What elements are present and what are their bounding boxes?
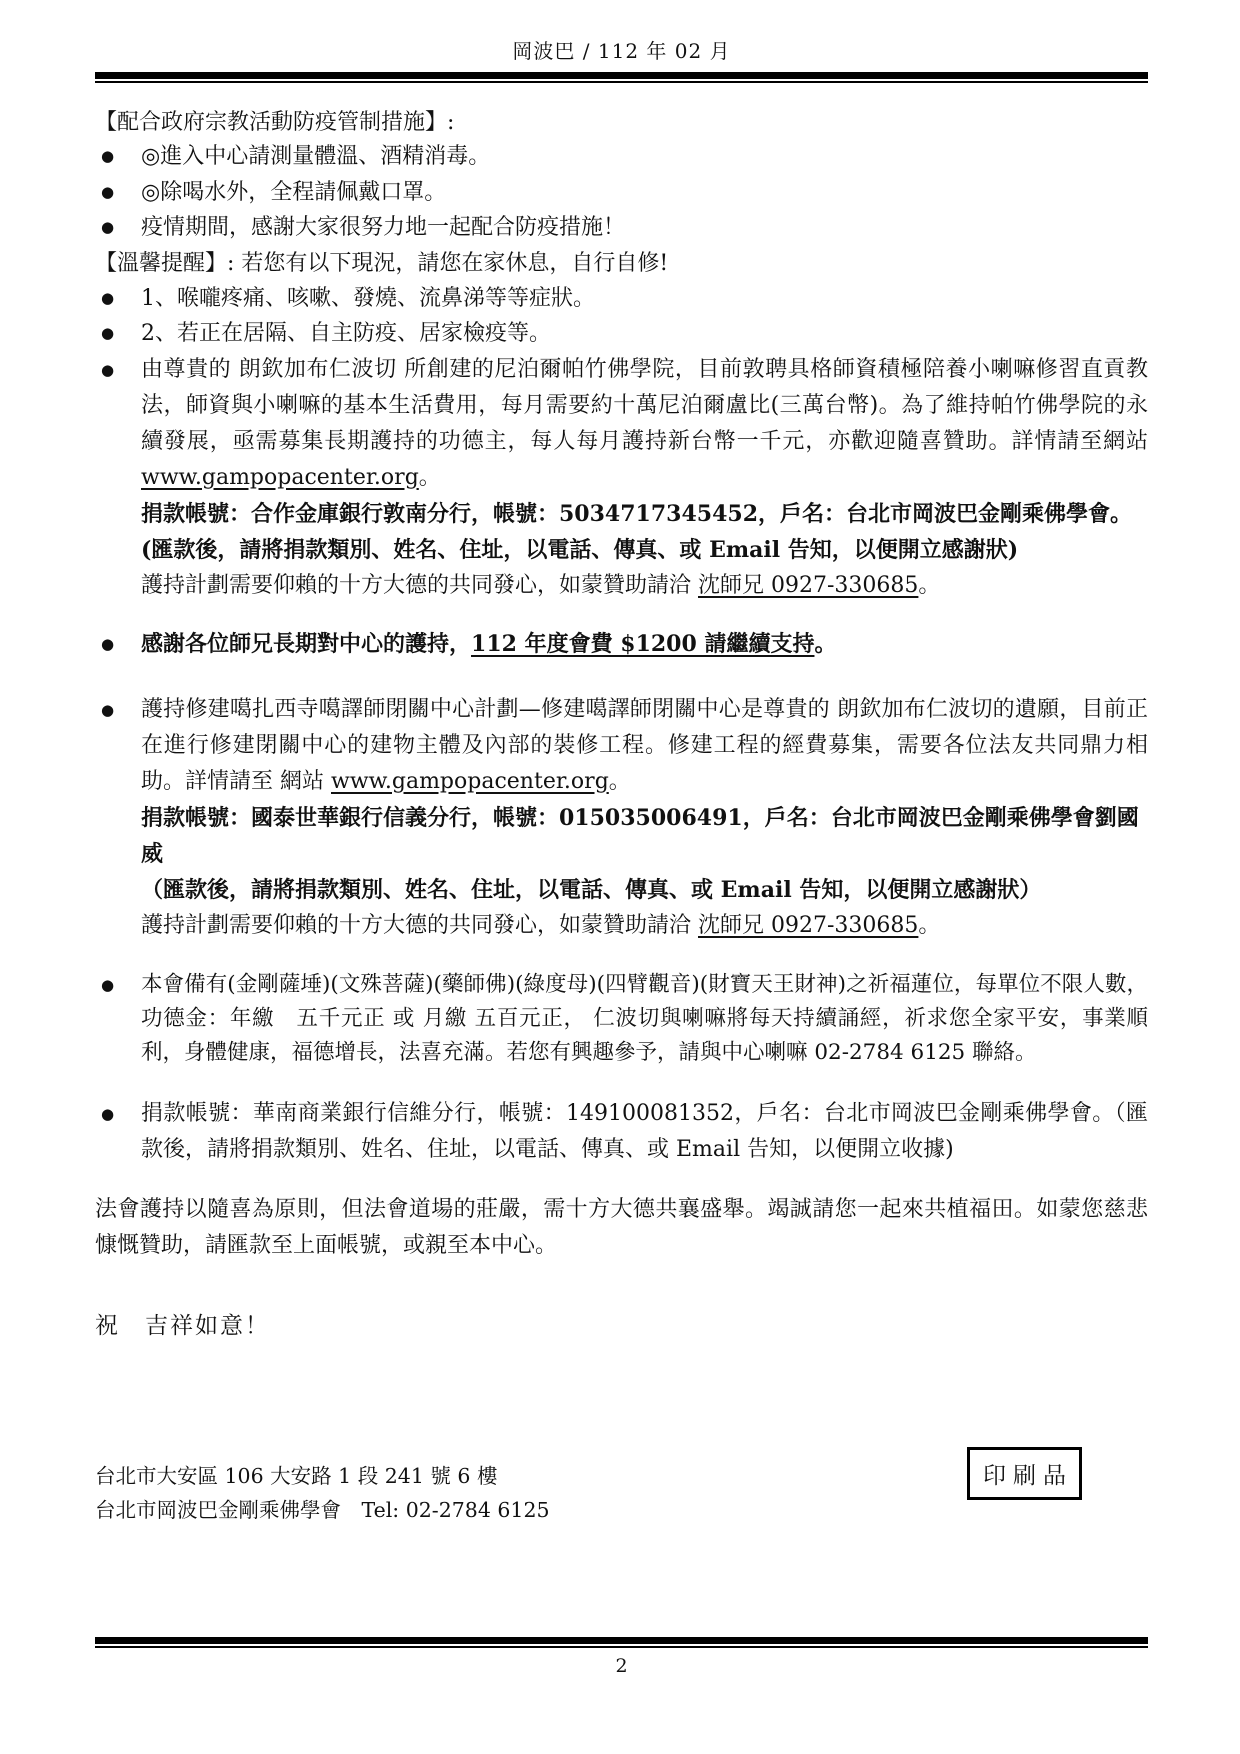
monastery-paragraph: [141, 352, 1148, 496]
address-line-2: 台北市岡波巴金剛乘佛學會 Tel: 02-2784 6125: [95, 1497, 550, 1522]
footer-rule: [95, 1637, 1148, 1648]
page-number: 2: [615, 1655, 628, 1677]
monastery-support-item: [95, 352, 1148, 604]
blessing-seats-item: [95, 968, 1148, 1070]
membership-text: 感謝各位師兄長期對中心的護持，: [141, 630, 472, 657]
reminder-section-title: 【溫馨提醒】: 若您有以下現況，請您在家休息，自行自修!: [95, 250, 669, 276]
remittance-note: (匯款後，請將捐款類別、姓名、住址，以電話、傳真、或 Email 告知，以便開立感謝狀): [141, 536, 1019, 563]
membership-fee-line: [141, 626, 1148, 662]
covid-item-text: ◎進入中心請測量體溫、酒精消毒。: [141, 144, 491, 169]
bullet-icon: ●: [101, 182, 115, 201]
bullet-icon: ●: [101, 218, 115, 236]
membership-fee-item: [95, 626, 1148, 662]
reminder-item-text: 1、喉嚨疼痛、咳嗽、發燒、流鼻涕等等症狀。: [141, 285, 595, 311]
reminder-list: [95, 281, 1148, 1168]
retreat-text-end: 。: [608, 768, 631, 794]
bullet-icon: ●: [101, 360, 115, 379]
contact-text-end: 。: [918, 572, 941, 598]
covid-item: [95, 175, 1148, 211]
printed-matter-stamp: 印刷品: [967, 1447, 1082, 1500]
bullet-icon: ●: [101, 700, 115, 719]
header-rule-thick: [95, 72, 1148, 79]
donation-account-line: 捐款帳號：合作金庫銀行敦南分行，帳號：5034717345452，戶名：台北市岡波巴金剛乘佛學會。: [141, 500, 1133, 527]
contact-phone: 沈師兄 0927-330685: [698, 912, 919, 938]
bullet-icon: ●: [101, 634, 115, 653]
contact-phone: 沈師兄 0927-330685: [698, 572, 919, 598]
bullet-icon: ●: [101, 324, 115, 342]
contact-line: [141, 908, 1148, 944]
covid-list: [95, 139, 1148, 246]
bullet-icon: ●: [101, 147, 115, 165]
covid-item: [95, 139, 1148, 175]
retreat-center-item: [95, 692, 1148, 944]
reminder-item-text: 2、若正在居隔、自主防疫、居家檢疫等。: [141, 321, 551, 346]
bullet-icon: ●: [101, 288, 115, 307]
retreat-paragraph: [141, 692, 1148, 800]
membership-text-end: 。: [814, 630, 837, 657]
header-title: 岡波巴 / 112 年 02 月: [512, 39, 731, 63]
header-rule: [95, 72, 1148, 83]
website-link[interactable]: www.gampopacenter.org: [331, 768, 609, 794]
blessing-seats-paragraph: 本會備有(金剛薩埵)(文殊菩薩)(藥師佛)(綠度母)(四臂觀音)(財寶天王財神)之祈福蓮位，每單位不限人數，功德金：年繳 五千元正 或 月繳 五百元正， 仁波切與喇嘛將每天持續誦經，祈求您全家平安，事業順利，身體健康，福德增長，法喜充滿。若您有興趣參予，請與中心喇嘛 02-2784 6125 聯絡。: [141, 971, 1148, 1065]
contact-line: [141, 568, 1148, 604]
bullet-icon: ●: [101, 1104, 115, 1123]
page-footer: [95, 1637, 1148, 1677]
remittance-note: （匯款後，請將捐款類別、姓名、住址，以電話、傳真、或 Email 告知，以便開立感謝狀）: [141, 876, 1042, 903]
bullet-icon: ●: [101, 975, 115, 994]
address-line-1: 台北市大安區 106 大安路 1 段 241 號 6 樓: [95, 1463, 498, 1488]
reminder-item: [95, 316, 1148, 352]
contact-text-end: 。: [918, 912, 941, 938]
covid-section-title: 【配合政府宗教活動防疫管制措施】:: [95, 110, 455, 135]
dharma-support-note: 法會護持以隨喜為原則，但法會道場的莊嚴，需十方大德共襄盛舉。竭誠請您一起來共植福田。如蒙您慈悲慷慨贊助，請匯款至上面帳號，或親至本中心。: [95, 1196, 1148, 1258]
website-link[interactable]: www.gampopacenter.org: [141, 464, 419, 490]
header-rule-thin: [95, 81, 1148, 83]
monastery-text: 由尊貴的 朗欽加布仁波切 所創建的尼泊爾帕竹佛學院，目前敦聘具格師資積極陪養小喇嘛修習直貢教法，師資與小喇嘛的基本生活費用，每月需要約十萬尼泊爾盧比(三萬台幣)。為了維持帕竹佛學院的永續發展，亟需募集長期護持的功德主，每人每月護持新台幣一千元，亦歡迎隨喜贊助。詳情請至網站: [141, 356, 1148, 454]
monastery-text-end: 。: [418, 464, 441, 490]
retreat-text: 護持修建噶扎西寺噶譯師閉關中心計劃—修建噶譯師閉關中心是尊貴的 朗欽加布仁波切的遺願，目前正在進行修建閉關中心的建物主體及內部的裝修工程。修建工程的經費募集，需要各位法友共同鼎力相助。詳情請至 網站: [141, 696, 1148, 794]
donation-account-line: 捐款帳號：國泰世華銀行信義分行，帳號：015035006491，戶名：台北市岡波巴金剛乘佛學會劉國威: [141, 804, 1139, 867]
footer-rule-thin: [95, 1646, 1148, 1648]
covid-item-text: 疫情期間，感謝大家很努力地一起配合防疫措施！: [141, 215, 626, 240]
covid-item: [95, 210, 1148, 246]
closing-wish: 祝 吉祥如意！: [95, 1312, 270, 1339]
huanan-account-item: [95, 1096, 1148, 1168]
contact-text: 護持計劃需要仰賴的十方大德的共同發心，如蒙贊助請洽: [141, 572, 698, 598]
footer-rule-thick: [95, 1637, 1148, 1644]
contact-text: 護持計劃需要仰賴的十方大德的共同發心，如蒙贊助請洽: [141, 912, 698, 938]
reminder-item: [95, 281, 1148, 317]
covid-item-text: ◎除喝水外，全程請佩戴口罩。: [141, 179, 447, 205]
membership-fee-underline: 112 年度會費 $1200 請繼續支持: [471, 630, 815, 657]
huanan-account-line: 捐款帳號：華南商業銀行信維分行，帳號：149100081352，戶名：台北市岡波巴金剛乘佛學會。（匯款後，請將捐款類別、姓名、住址，以電話、傳真、或 Email 告知，以便開立收據): [141, 1100, 1148, 1162]
